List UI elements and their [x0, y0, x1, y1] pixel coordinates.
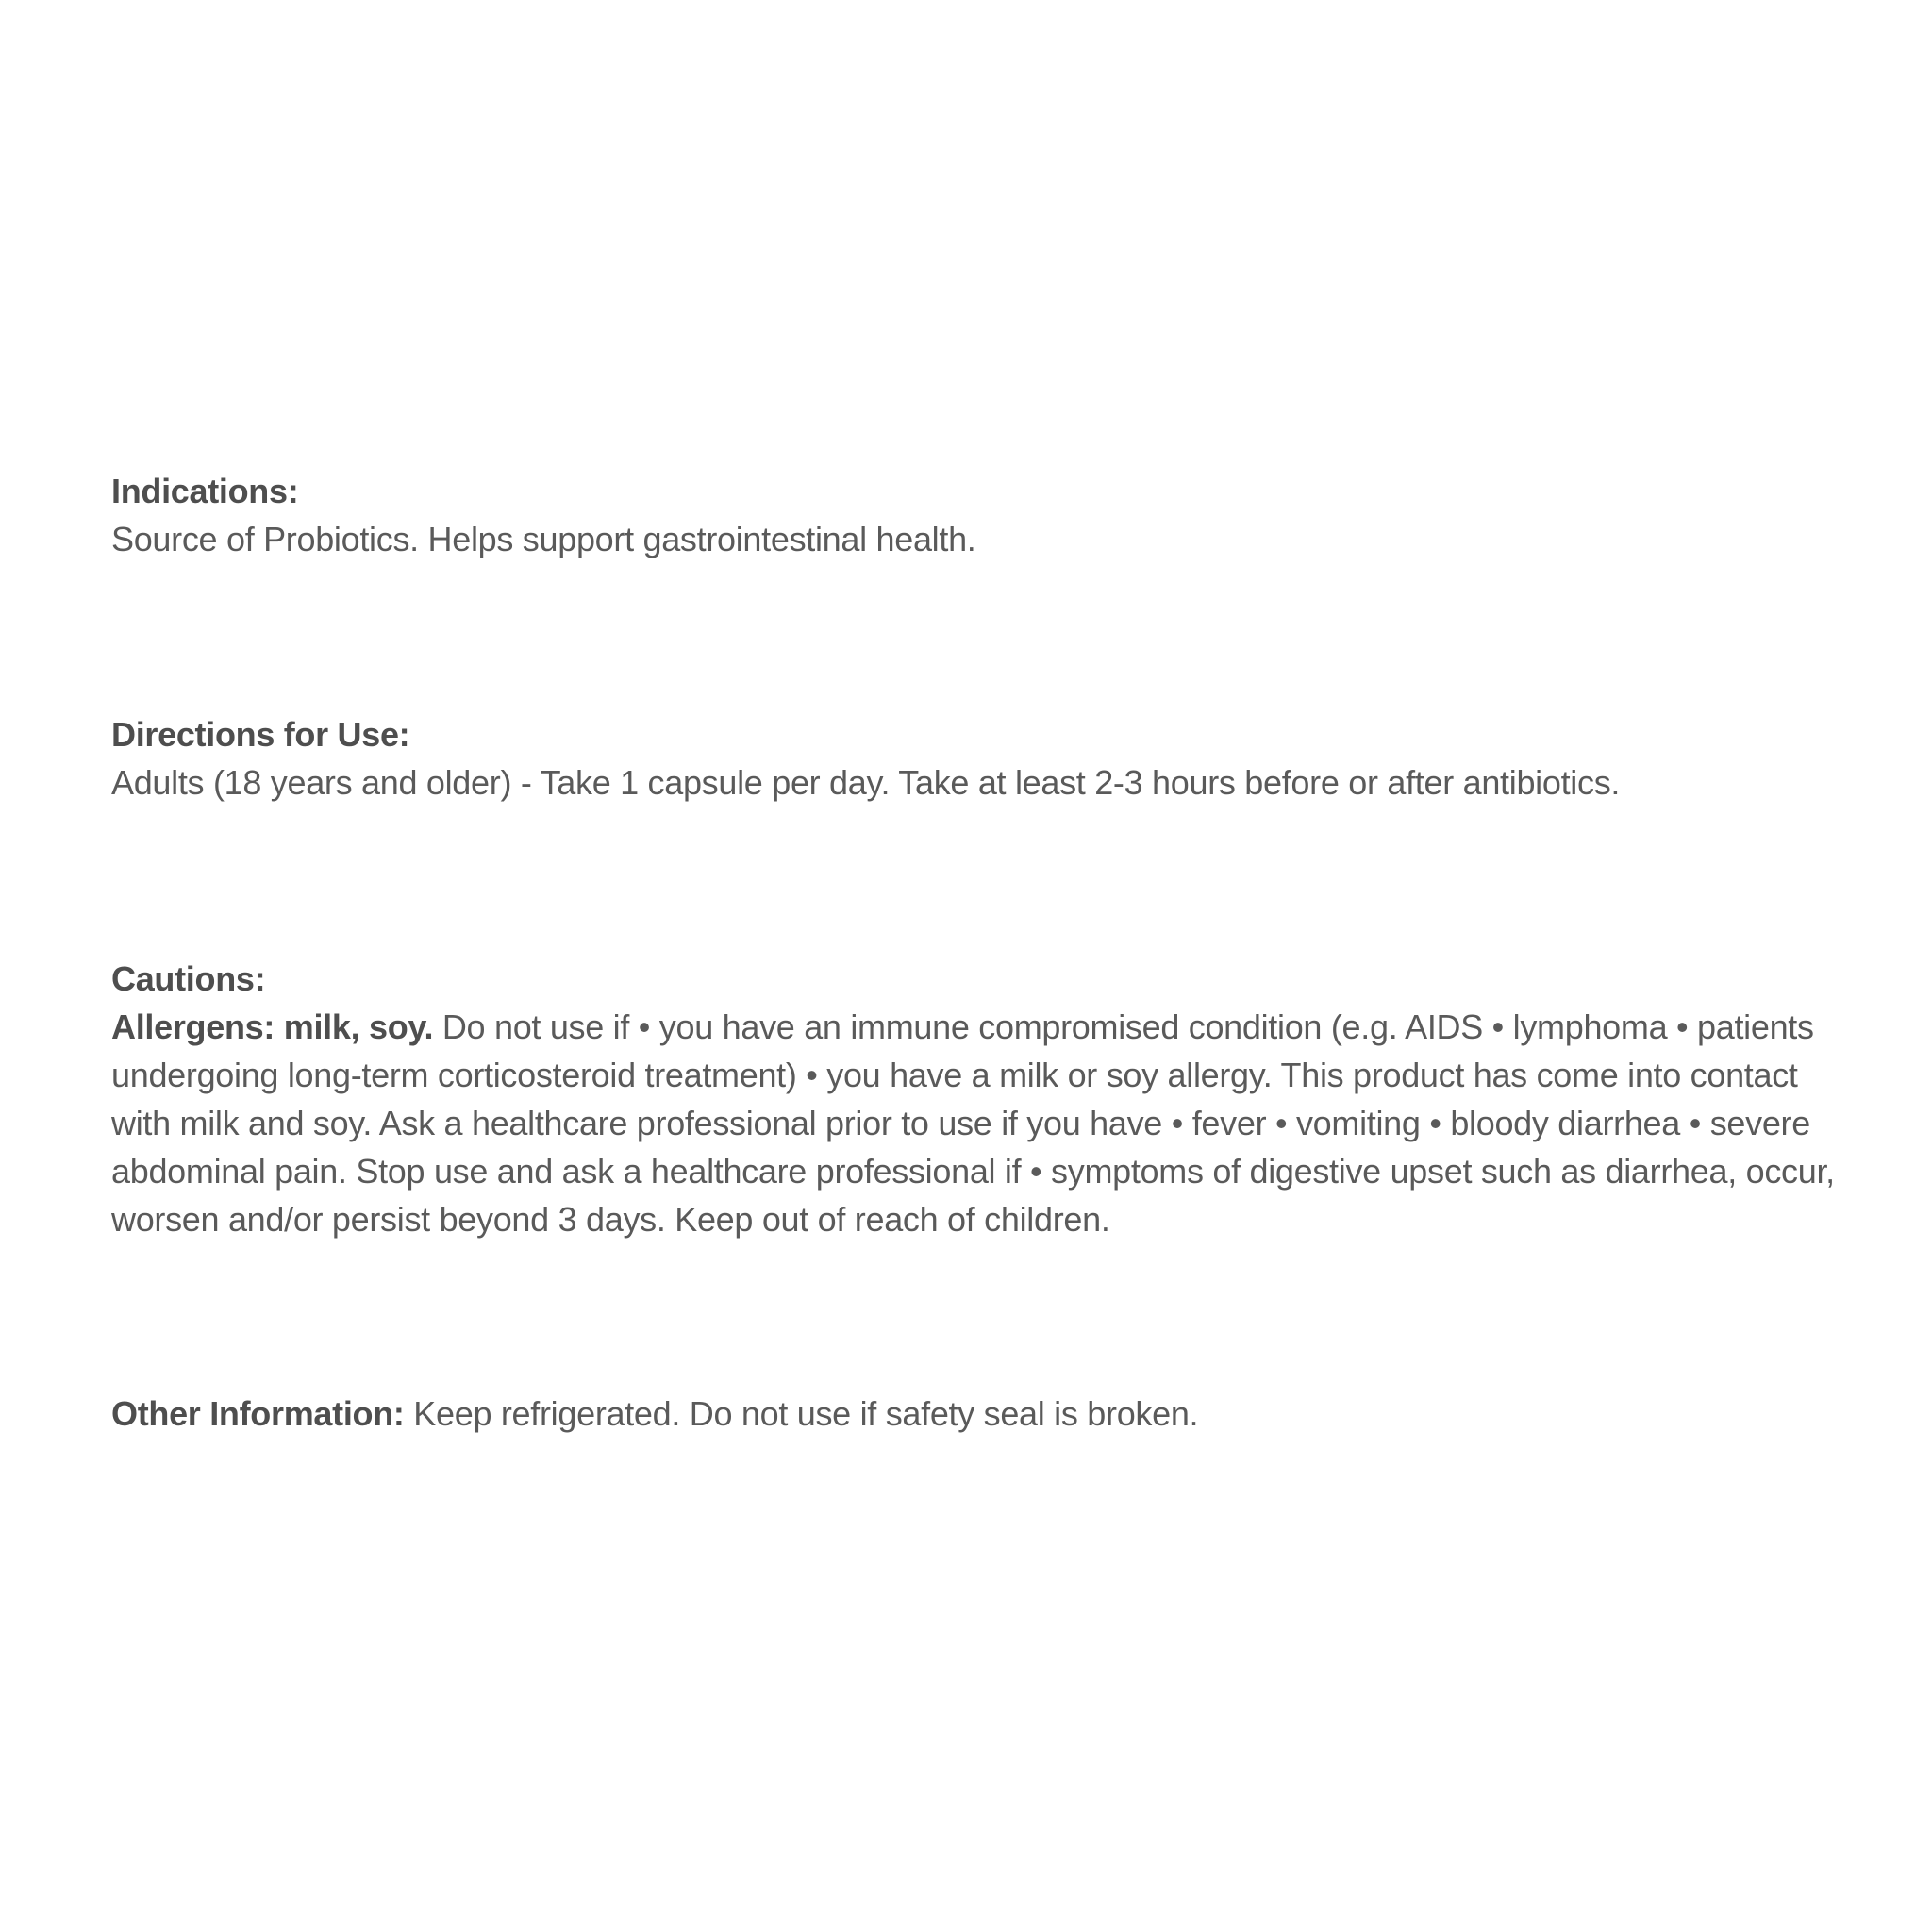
cautions-section — [111, 955, 1857, 1243]
cautions-paragraph — [111, 1003, 1857, 1243]
allergens-label: Allergens: milk, soy. — [111, 1008, 434, 1046]
indications-section — [111, 467, 1857, 563]
other-information-heading: Other Information: — [111, 1394, 405, 1433]
indications-heading: Indications: — [111, 472, 299, 510]
cautions-text: Do not use if • you have an immune compromised condition (e.g. AIDS • lymphoma • patients undergoing long-term corticosteroid treatment) • you have a milk or soy allergy. This product has come into contact with milk and soy. Ask a healthcare professional prior to use if you have • fever • vomiting • bloody diarrhea • severe abdominal pain. Stop use and ask a healthcare professional if • symptoms of digestive upset such as diarrhea, occur, worsen and/or persist beyond 3 days. Keep out of reach of children. — [111, 1008, 1835, 1239]
other-information-section — [111, 1390, 1857, 1438]
indications-text: Source of Probiotics. Helps support gastrointestinal health. — [111, 520, 976, 558]
other-information-text: Keep refrigerated. Do not use if safety seal is broken. — [404, 1394, 1199, 1433]
cautions-heading: Cautions: — [111, 959, 266, 998]
directions-section — [111, 710, 1857, 807]
other-information-paragraph — [111, 1390, 1857, 1438]
directions-text: Adults (18 years and older) - Take 1 capsule per day. Take at least 2-3 hours before or after antibiotics. — [111, 763, 1621, 802]
directions-heading: Directions for Use: — [111, 715, 410, 754]
